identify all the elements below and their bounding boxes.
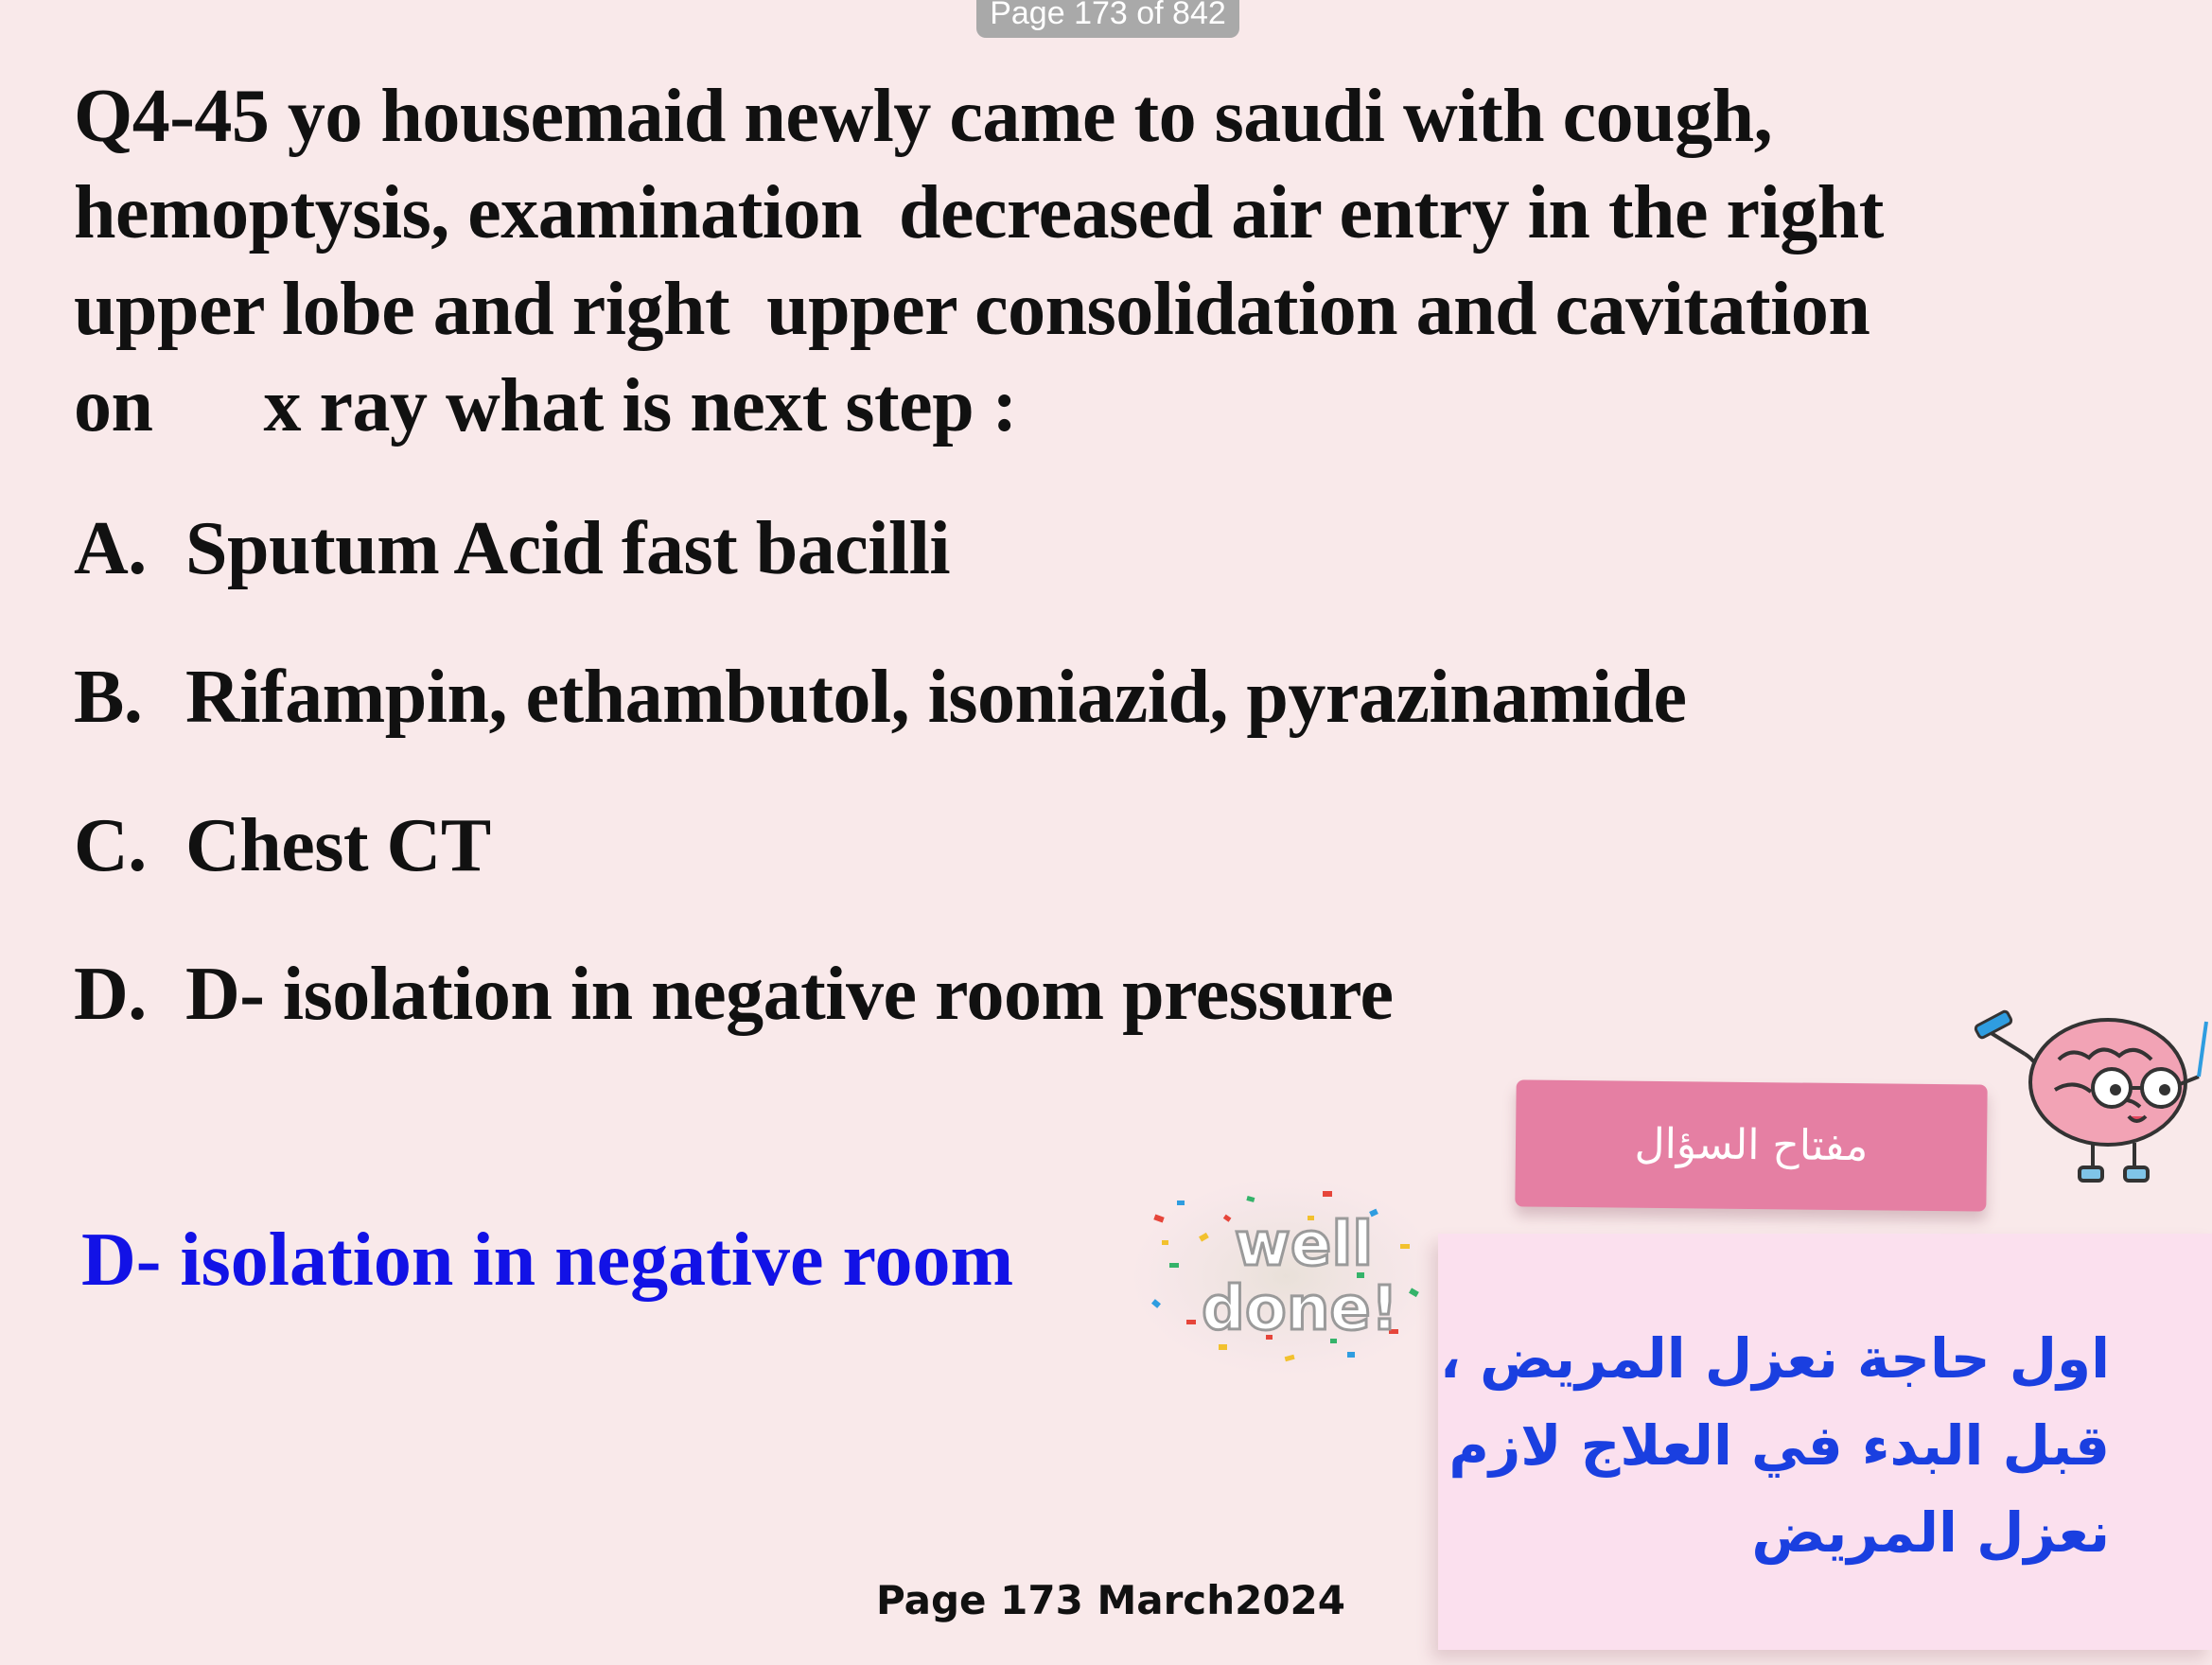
well-done-line1: well bbox=[1234, 1210, 1374, 1280]
answer-options bbox=[74, 501, 1687, 1095]
well-done-line2: done! bbox=[1202, 1274, 1398, 1344]
option-c bbox=[74, 798, 1687, 947]
question-text: Q4-45 yo housemaid newly came to saudi with cough, hemoptysis, examination decreased air entry in the right upper lobe and right upper consolidation and cavitation on x ray what is next step : bbox=[74, 75, 1884, 447]
option-text: Chest CT bbox=[185, 804, 491, 887]
option-text: Sputum Acid fast bacilli bbox=[185, 507, 951, 590]
well-done-sticker bbox=[1133, 1178, 1438, 1375]
brain-mascot-icon bbox=[1968, 984, 2212, 1192]
explanation-text: اول حاجة نعزل المريض ، قبل البدء في العلاج لازم نعزل المريض bbox=[1439, 1326, 2110, 1565]
option-b bbox=[74, 650, 1687, 798]
option-letter: B. bbox=[74, 656, 143, 739]
option-a bbox=[74, 501, 1687, 650]
option-letter: A. bbox=[74, 507, 147, 590]
option-letter: C. bbox=[74, 804, 147, 887]
option-letter: D. bbox=[74, 953, 147, 1036]
option-d bbox=[74, 947, 1687, 1095]
option-text: Rifampin, ethambutol, isoniazid, pyrazinamide bbox=[185, 656, 1687, 739]
option-text: D- isolation in negative room pressure bbox=[185, 953, 1394, 1036]
page-footer: Page 173 March2024 bbox=[876, 1577, 1346, 1623]
page-indicator: Page 173 of 842 bbox=[976, 0, 1239, 38]
correct-answer: D- isolation in negative room bbox=[81, 1218, 1014, 1302]
question-key-label: مفتاح السؤال bbox=[1515, 1079, 1987, 1211]
